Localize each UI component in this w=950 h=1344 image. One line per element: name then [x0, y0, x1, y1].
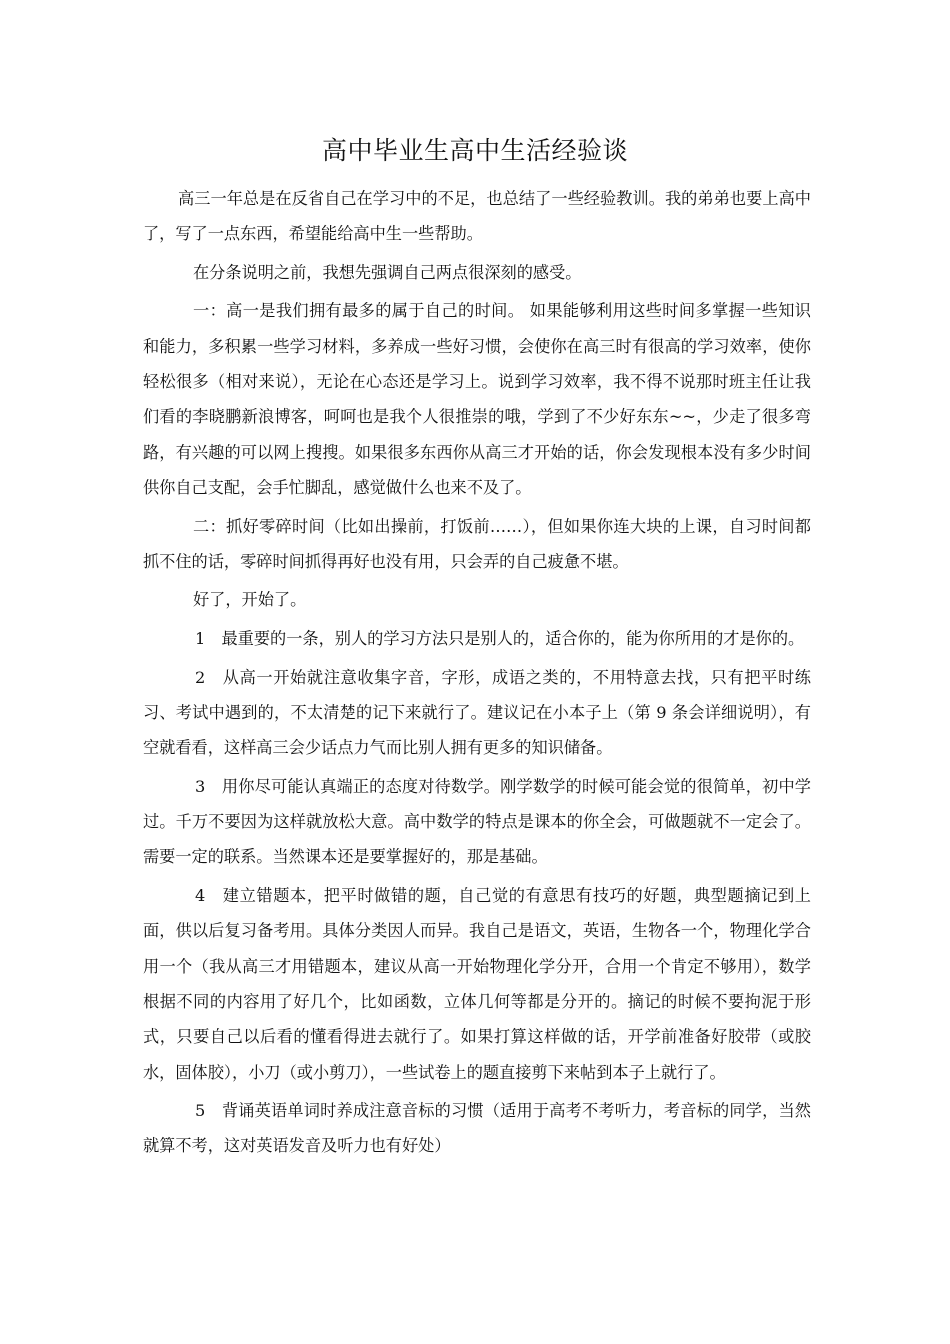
numbered-item-2: 2 从高一开始就注意收集字音，字形，成语之类的，不用特意去找，只有把平时练习、考试中遇到的，不太清楚的记下来就行了。建议记在小本子上（第 9 条会详细说明），有空就看看，这样高三会少话点力气而比别人拥有更多的知识储备。 — [143, 667, 811, 758]
point-one-paragraph: 一：高一是我们拥有最多的属于自己的时间。 如果能够利用这些时间多掌握一些知识和能力，多积累一些学习材料，多养成一些好习惯，会使你在高三时有很高的学习效率，使你轻松很多（相对来说），无论在心态还是学习上。说到学习效率，我不得不说那时班主任让我们看的李晓鹏新浪博客，呵呵也是我个人很推崇的哦，学到了不少好东东~~，少走了很多弯路，有兴趣的可以网上搜搜。如果很多东西你从高三才开始的话，你会发现根本没有多少时间供你自己支配，会手忙脚乱，感觉做什么也来不及了。 — [143, 301, 811, 497]
numbered-item-5: 5 背诵英语单词时养成注意音标的习惯（适用于高考不考听力，考音标的同学，当然就算不考，这对英语发音及听力也有好处） — [143, 1101, 811, 1156]
document-title: 高中毕业生高中生活经验谈 — [321, 136, 628, 165]
intro-paragraph: 高三一年总是在反省自己在学习中的不足，也总结了一些经验教训。我的弟弟也要上高中了，写了一点东西，希望能给高中生一些帮助。 — [143, 189, 811, 244]
numbered-item-1: 1 最重要的一条，别人的学习方法只是别人的，适合你的，能为你所用的才是你的。 — [195, 629, 805, 649]
numbered-item-4: 4 建立错题本，把平时做错的题，自己觉的有意思有技巧的好题，典型题摘记到上面，供以后复习备考用。具体分类因人而异。我自己是语文，英语，生物各一个，物理化学合用一个（我从高三才用错题本，建议从高一开始物理化学分开，合用一个肯定不够用），数学根据不同的内容用了好几个，比如函数，立体几何等都是分开的。摘记的时候不要拘泥于形式，只要自己以后看的懂看得进去就行了。如果打算这样做的话，开学前准备好胶带（或胶水，固体胶），小刀（或小剪刀），一些试卷上的题直接剪下来帖到本子上就行了。 — [143, 886, 811, 1082]
document-body — [143, 181, 811, 1167]
point-two-paragraph: 二：抓好零碎时间（比如出操前，打饭前……），但如果你连大块的上课，自习时间都抓不住的话，零碎时间抓得再好也没有用，只会弄的自己疲惫不堪。 — [143, 516, 811, 571]
numbered-item-3: 3 用你尽可能认真端正的态度对待数学。刚学数学的时候可能会觉的很简单，初中学过。千万不要因为这样就放松大意。高中数学的特点是课本的你全会，可做题就不一定会了。需要一定的联系。当然课本还是要掌握好的，那是基础。 — [143, 776, 811, 867]
preface-paragraph: 在分条说明之前，我想先强调自己两点很深刻的感受。 — [193, 262, 582, 282]
start-paragraph: 好了，开始了。 — [193, 590, 307, 610]
